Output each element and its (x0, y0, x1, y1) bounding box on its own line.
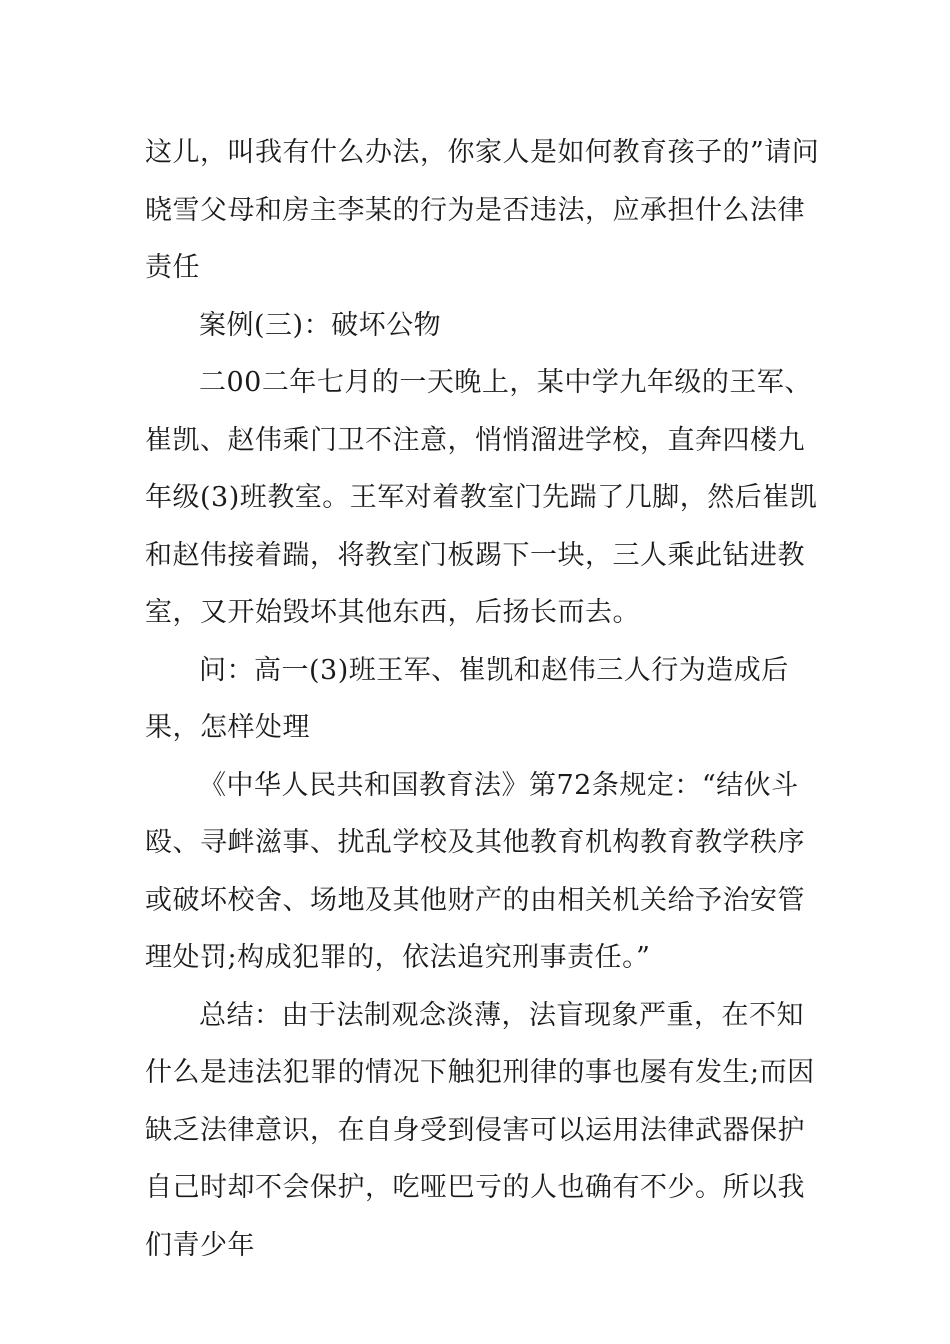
paragraph-case3-heading: 案例(三)：破坏公物 (199, 309, 442, 341)
document-body (145, 124, 825, 1274)
paragraph-case3-narrative: 二00二年七月的一天晚上，某中学九年级的王军、崔凯、赵伟乘门卫不注意，悄悄溜进学校，直奔四楼九年级(3)班教室。王军对着教室门先踹了几脚，然后崔凯和赵伟接着踹，将教室门板踢下一块，三人乘此钻进教室，又开始毁坏其他东西，后扬长而去。 (145, 367, 818, 628)
paragraph-case2-question-end: 这儿，叫我有什么办法，你家人是如何教育孩子的”请问晓雪父母和房主李某的行为是否违法，应承担什么法律责任 (145, 137, 820, 283)
paragraph-law-citation: 《中华人民共和国教育法》第72条规定：“结伙斗殴、寻衅滋事、扰乱学校及其他教育机构教育教学秩序或破坏校舍、场地及其他财产的由相关机关给予治安管理处罚;构成犯罪的，依法追究刑事责任。” (145, 769, 805, 973)
paragraph-summary: 总结：由于法制观念淡薄，法盲现象严重，在不知什么是违法犯罪的情况下触犯刑律的事也屡有发生;而因缺乏法律意识，在自身受到侵害可以运用法律武器保护自己时却不会保护，吃哑巴亏的人也确有不少。所以我们青少年 (145, 999, 815, 1261)
paragraph-case3-question: 问：高一(3)班王军、崔凯和赵伟三人行为造成后果，怎样处理 (145, 654, 789, 743)
